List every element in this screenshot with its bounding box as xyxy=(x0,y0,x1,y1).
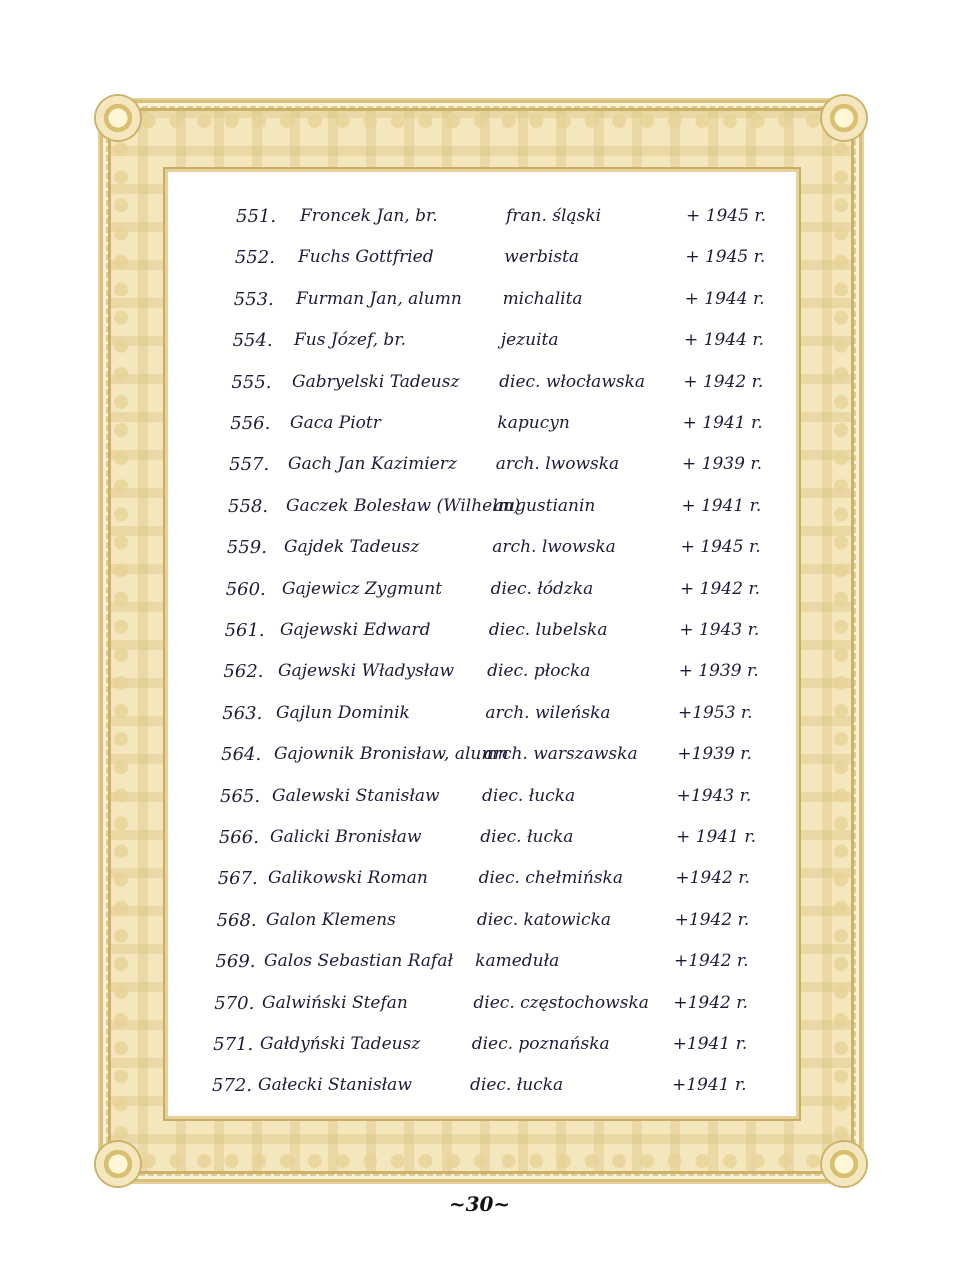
list-item xyxy=(0,247,959,287)
entry-affiliation: fran. śląski xyxy=(506,206,602,226)
entry-death: +1953 r. xyxy=(678,702,753,723)
entry-death: + 1944 r. xyxy=(684,288,765,309)
entry-death: +1943 r. xyxy=(676,785,752,806)
entry-death: + 1939 r. xyxy=(678,661,759,682)
page-number: ~30~ xyxy=(448,1192,511,1216)
entry-name: Gabryelski Tadeusz xyxy=(292,371,460,392)
entry-name: Galos Sebastian Rafał xyxy=(264,951,453,972)
frame-corner-ornament xyxy=(822,96,866,140)
list-item xyxy=(0,951,959,991)
entry-num: 556. xyxy=(230,413,271,434)
list-item xyxy=(0,537,959,577)
entry-death: + 1944 r. xyxy=(684,330,764,351)
entry-num: 562. xyxy=(223,661,264,683)
entry-num: 555. xyxy=(231,371,272,393)
entry-name: Galicki Bronisław xyxy=(270,827,422,847)
entry-affiliation: michalita xyxy=(502,288,583,309)
entry-num: 566. xyxy=(218,827,259,848)
entry-num: 567. xyxy=(217,868,258,890)
entry-num: 554. xyxy=(232,330,273,352)
entry-death: + 1942 r. xyxy=(680,578,760,599)
entry-death: + 1941 r. xyxy=(682,413,763,433)
entry-death: + 1942 r. xyxy=(683,371,764,392)
list-item xyxy=(0,993,959,1033)
entry-num: 565. xyxy=(220,785,261,807)
list-item xyxy=(0,289,959,329)
entry-affiliation: werbista xyxy=(504,247,580,268)
entry-death: +1942 r. xyxy=(673,992,748,1013)
list-item xyxy=(0,330,959,370)
entry-name: Gajdek Tadeusz xyxy=(284,537,420,558)
list-item xyxy=(0,579,959,619)
entry-num: 561. xyxy=(224,620,265,641)
entry-num: 563. xyxy=(222,702,263,724)
entry-name: Furman Jan, alumn xyxy=(296,288,462,309)
entry-name: Gajlun Dominik xyxy=(276,702,410,723)
entry-affiliation: diec. częstochowska xyxy=(473,992,649,1013)
entry-death: + 1941 r. xyxy=(676,827,756,847)
entry-name: Gajewicz Zygmunt xyxy=(282,578,443,599)
list-item xyxy=(0,372,959,412)
entry-name: Fuchs Gottfried xyxy=(298,247,434,268)
entry-death: +1939 r. xyxy=(677,744,752,765)
list-item xyxy=(0,786,959,826)
entry-num: 564. xyxy=(221,744,262,766)
entry-affiliation: diec. łucka xyxy=(480,827,574,847)
entry-affiliation: kapucyn xyxy=(497,413,570,433)
entry-death: + 1945 r. xyxy=(685,247,766,268)
list-item xyxy=(0,206,959,246)
entry-death: + 1945 r. xyxy=(686,206,766,226)
list-item xyxy=(0,661,959,701)
list-item xyxy=(0,454,959,494)
entry-name: Gaczek Bolesław (Wilhelm) xyxy=(286,495,521,516)
entry-num: 551. xyxy=(236,206,277,227)
frame-corner-ornament xyxy=(822,1142,866,1186)
entry-num: 559. xyxy=(226,537,267,559)
list-item xyxy=(0,1034,959,1074)
entry-death: + 1939 r. xyxy=(682,454,762,475)
entry-num: 570. xyxy=(214,992,255,1014)
list-item xyxy=(0,744,959,784)
entry-death: +1941 r. xyxy=(672,1075,747,1096)
entry-name: Galwiński Stefan xyxy=(262,992,408,1013)
entry-affiliation: diec. łódzka xyxy=(490,578,594,599)
entry-affiliation: arch. wileńska xyxy=(485,702,611,723)
entry-affiliation: kameduła xyxy=(475,951,560,972)
list-item xyxy=(0,620,959,660)
entry-num: 568. xyxy=(216,909,257,931)
entry-affiliation: diec. płocka xyxy=(487,661,591,682)
entry-affiliation: diec. poznańska xyxy=(471,1034,610,1054)
entry-death: +1942 r. xyxy=(675,868,750,889)
entry-death: + 1941 r. xyxy=(681,495,762,516)
entry-name: Galewski Stanisław xyxy=(272,785,440,806)
entry-name: Gajewski Edward xyxy=(280,620,431,640)
entry-affiliation: arch. lwowska xyxy=(495,454,620,475)
entry-name: Gajownik Bronisław, alumn xyxy=(274,744,509,765)
entry-death: +1942 r. xyxy=(674,951,749,972)
entry-affiliation: diec. chełmińska xyxy=(478,868,623,889)
entry-affiliation: arch. warszawska xyxy=(483,744,638,765)
list-item xyxy=(0,827,959,867)
entry-name: Gaca Piotr xyxy=(290,413,381,433)
entry-affiliation: diec. włocławska xyxy=(499,371,646,392)
entry-name: Gałdyński Tadeusz xyxy=(260,1034,421,1054)
entry-num: 553. xyxy=(233,288,274,310)
entry-death: + 1943 r. xyxy=(679,620,760,640)
entry-death: +1941 r. xyxy=(672,1034,748,1054)
entry-num: 572. xyxy=(212,1075,253,1097)
list-item xyxy=(0,496,959,536)
entry-affiliation: arch. lwowska xyxy=(492,537,616,558)
entry-name: Galikowski Roman xyxy=(268,868,428,889)
entry-name: Fus Józef, br. xyxy=(294,330,406,351)
entry-num: 557. xyxy=(229,454,270,476)
list-item xyxy=(0,703,959,743)
entry-affiliation: augustianin xyxy=(494,495,596,516)
entry-affiliation: jezuita xyxy=(500,330,559,351)
list-item xyxy=(0,1075,959,1115)
frame-corner-ornament xyxy=(96,96,140,140)
entry-num: 571. xyxy=(213,1034,254,1055)
entry-num: 560. xyxy=(225,578,266,600)
entry-num: 569. xyxy=(215,951,256,973)
list-item xyxy=(0,868,959,908)
entry-name: Froncek Jan, br. xyxy=(300,206,438,226)
entry-num: 558. xyxy=(228,495,269,517)
entry-death: +1942 r. xyxy=(674,909,750,930)
entry-affiliation: diec. łucka xyxy=(470,1075,564,1096)
list-item xyxy=(0,910,959,950)
entry-name: Galon Klemens xyxy=(266,909,396,930)
list-item xyxy=(0,413,959,453)
entry-affiliation: diec. katowicka xyxy=(476,909,612,930)
entry-affiliation: diec. łucka xyxy=(482,785,576,806)
frame-corner-ornament xyxy=(96,1142,140,1186)
entry-num: 552. xyxy=(234,247,275,269)
entry-name: Gałecki Stanisław xyxy=(258,1075,412,1096)
entry-death: + 1945 r. xyxy=(680,537,761,558)
entry-name: Gajewski Władysław xyxy=(278,661,454,682)
entry-affiliation: diec. lubelska xyxy=(488,620,608,640)
entry-name: Gach Jan Kazimierz xyxy=(288,454,457,475)
